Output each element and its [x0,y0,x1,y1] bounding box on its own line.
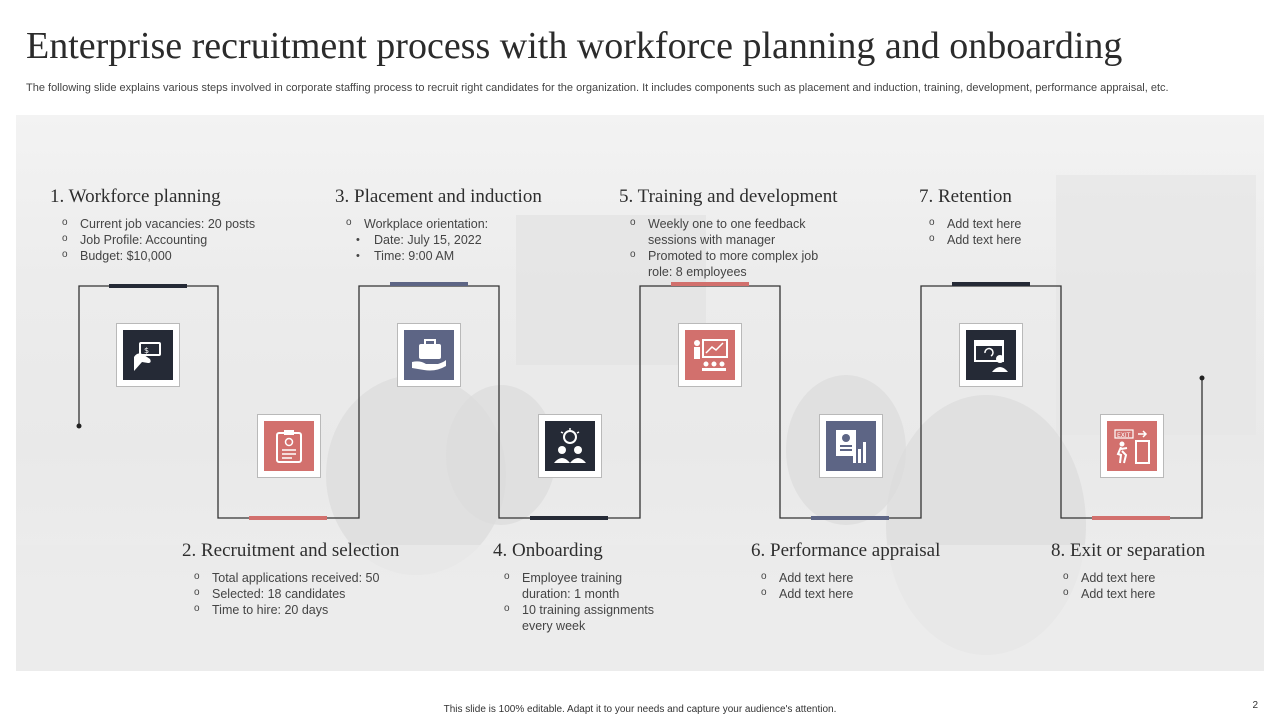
step-1-bullets [62,216,292,264]
step-1-icon-box [116,323,180,387]
accent-bar-6 [811,516,889,520]
step-2-bullet: o Selected: 18 candidates [194,586,434,602]
accent-bar-7 [952,282,1030,286]
step-7-icon-box [959,323,1023,387]
briefcase-hand-icon [404,330,454,380]
exit-door-icon [1107,421,1157,471]
accent-bar-2 [249,516,327,520]
step-4-bullets [504,570,674,634]
accent-bar-5 [671,282,749,286]
step-8-title: 8. Exit or separation [1051,540,1206,561]
accent-bar-3 [390,282,468,286]
accent-bar-1 [109,284,187,288]
step-2-icon-box [257,414,321,478]
step-4-icon-box [538,414,602,478]
step-4-bullet: o Employee training duration: 1 month [504,570,674,602]
step-1-bullet: o Budget: $10,000 [62,248,292,264]
calendar-user-icon [966,330,1016,380]
svg-text:EXIT: EXIT [1117,432,1131,439]
step-3-icon-box [397,323,461,387]
step-5-bullet: o Weekly one to one feedback sessions with manager [630,216,840,248]
step-5-bullet: o Promoted to more complex job role: 8 employees [630,248,840,280]
step-8-bullet: o Add text here [1063,570,1243,586]
step-5-title: 5. Training and development [619,186,838,207]
step-6-icon-box [819,414,883,478]
step-8-bullet: o Add text here [1063,586,1243,602]
step-6-bullets [761,570,961,602]
step-2-bullet: o Total applications received: 50 [194,570,434,586]
step-3-sub-bullet: • Time: 9:00 AM [346,248,576,264]
page-subtitle: The following slide explains various steps involved in corporate staffing process to recruit right candidates for the organization. It includes components such as placement and induction, training, development, performance appraisal, etc. [26,82,1169,94]
step-1-bullet: o Job Profile: Accounting [62,232,292,248]
footer-note: This slide is 100% editable. Adapt it to your needs and capture your audience's attention. [443,704,837,715]
profile-chart-icon [826,421,876,471]
step-8-bullets [1063,570,1243,602]
page-number: 2 [1252,700,1258,711]
step-1-title: 1. Workforce planning [50,186,221,207]
clipboard-profile-icon [264,421,314,471]
accent-bar-8 [1092,516,1170,520]
step-3-bullet: o Workplace orientation: [346,216,576,232]
step-5-icon-box [678,323,742,387]
step-2-bullet: o Time to hire: 20 days [194,602,434,618]
step-7-bullet: o Add text here [929,216,1129,232]
step-3-sub-bullet: • Date: July 15, 2022 [346,232,576,248]
money-hand-icon [123,330,173,380]
presentation-board-icon [685,330,735,380]
step-3-bullets [346,216,576,264]
step-6-title: 6. Performance appraisal [751,540,941,561]
step-7-bullet: o Add text here [929,232,1129,248]
svg-text:$: $ [144,346,150,355]
step-6-bullet: o Add text here [761,570,961,586]
step-1-bullet: o Current job vacancies: 20 posts [62,216,292,232]
step-4-bullet: o 10 training assignments every week [504,602,674,634]
page-title: Enterprise recruitment process with workforce planning and onboarding [26,25,1123,67]
step-2-title: 2. Recruitment and selection [182,540,400,561]
accent-bar-4 [530,516,608,520]
step-7-title: 7. Retention [919,186,1012,207]
step-3-title: 3. Placement and induction [335,186,542,207]
step-8-icon-box [1100,414,1164,478]
step-4-title: 4. Onboarding [493,540,603,561]
step-2-bullets [194,570,434,618]
step-5-bullets [630,216,840,280]
team-idea-icon [545,421,595,471]
step-7-bullets [929,216,1129,248]
step-6-bullet: o Add text here [761,586,961,602]
